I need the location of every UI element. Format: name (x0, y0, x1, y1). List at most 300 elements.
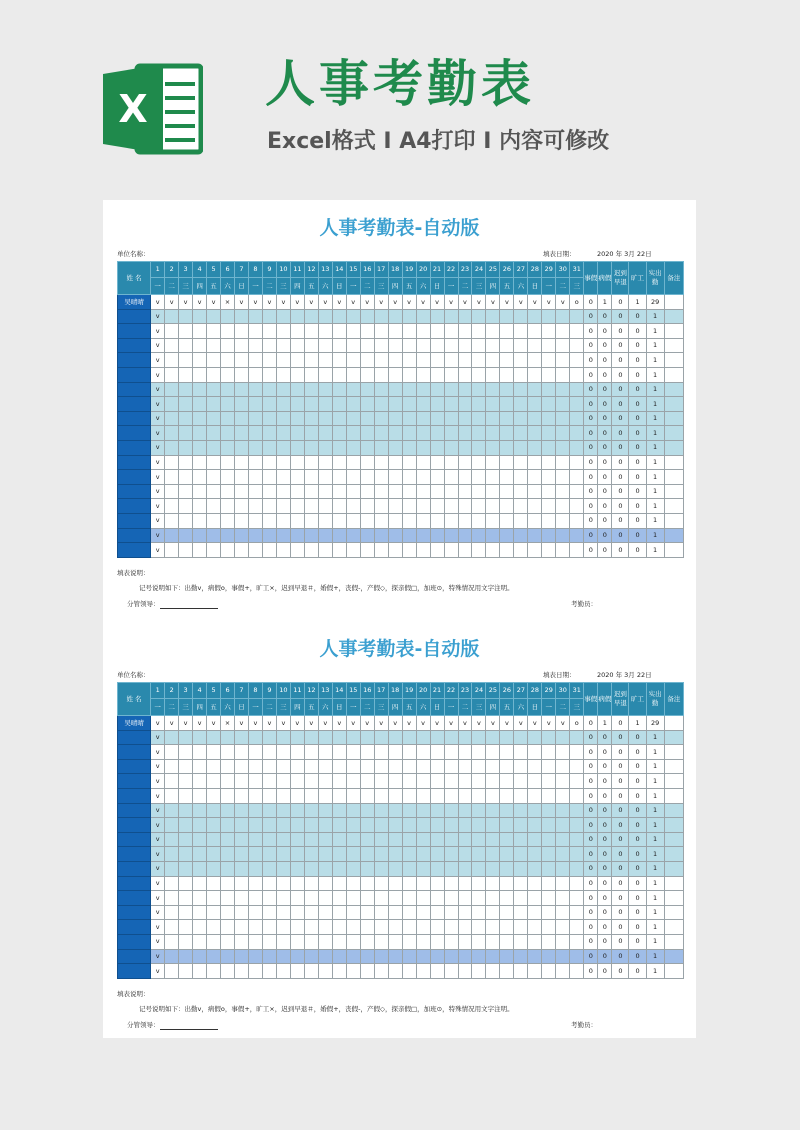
attendance-mark-cell[interactable]: v (151, 455, 165, 470)
attendance-mark-cell[interactable] (444, 397, 458, 412)
attendance-mark-cell[interactable] (514, 367, 528, 382)
attendance-mark-cell[interactable] (500, 818, 514, 833)
employee-name-cell[interactable] (118, 528, 151, 543)
attendance-mark-cell[interactable] (346, 324, 360, 339)
attendance-mark-cell[interactable] (235, 513, 249, 528)
attendance-mark-cell[interactable] (165, 964, 179, 979)
attendance-mark-cell[interactable] (207, 543, 221, 558)
attendance-mark-cell[interactable] (221, 397, 235, 412)
attendance-mark-cell[interactable] (570, 455, 584, 470)
attendance-mark-cell[interactable] (458, 513, 472, 528)
attendance-mark-cell[interactable] (290, 397, 304, 412)
employee-name-cell[interactable] (118, 818, 151, 833)
attendance-mark-cell[interactable] (430, 847, 444, 862)
attendance-mark-cell[interactable] (332, 964, 346, 979)
attendance-mark-cell[interactable] (556, 788, 570, 803)
attendance-mark-cell[interactable] (388, 803, 402, 818)
employee-name-cell[interactable] (118, 543, 151, 558)
attendance-mark-cell[interactable] (402, 324, 416, 339)
attendance-mark-cell[interactable] (542, 891, 556, 906)
attendance-mark-cell[interactable]: v (248, 716, 262, 731)
attendance-mark-cell[interactable] (360, 759, 374, 774)
attendance-mark-cell[interactable] (500, 905, 514, 920)
employee-name-cell[interactable] (118, 920, 151, 935)
employee-name-cell[interactable] (118, 891, 151, 906)
attendance-mark-cell[interactable] (430, 309, 444, 324)
attendance-mark-cell[interactable]: v (276, 295, 290, 310)
attendance-mark-cell[interactable] (221, 411, 235, 426)
attendance-mark-cell[interactable] (500, 861, 514, 876)
attendance-mark-cell[interactable] (430, 818, 444, 833)
attendance-mark-cell[interactable] (262, 876, 276, 891)
employee-name-cell[interactable] (118, 730, 151, 745)
attendance-mark-cell[interactable] (528, 861, 542, 876)
attendance-mark-cell[interactable] (500, 513, 514, 528)
attendance-mark-cell[interactable] (179, 861, 193, 876)
attendance-mark-cell[interactable]: v (151, 774, 165, 789)
attendance-mark-cell[interactable] (472, 803, 486, 818)
attendance-mark-cell[interactable] (290, 353, 304, 368)
attendance-mark-cell[interactable] (235, 484, 249, 499)
attendance-mark-cell[interactable] (472, 920, 486, 935)
attendance-mark-cell[interactable] (416, 353, 430, 368)
attendance-mark-cell[interactable] (500, 745, 514, 760)
employee-name-cell[interactable] (118, 324, 151, 339)
attendance-mark-cell[interactable] (444, 861, 458, 876)
attendance-mark-cell[interactable] (346, 382, 360, 397)
attendance-mark-cell[interactable] (486, 920, 500, 935)
attendance-mark-cell[interactable] (276, 367, 290, 382)
attendance-mark-cell[interactable] (402, 338, 416, 353)
attendance-mark-cell[interactable]: v (332, 716, 346, 731)
attendance-mark-cell[interactable] (458, 774, 472, 789)
attendance-mark-cell[interactable]: v (151, 832, 165, 847)
attendance-mark-cell[interactable] (514, 353, 528, 368)
attendance-mark-cell[interactable] (207, 847, 221, 862)
attendance-mark-cell[interactable] (514, 528, 528, 543)
attendance-mark-cell[interactable] (472, 543, 486, 558)
attendance-mark-cell[interactable] (458, 803, 472, 818)
attendance-mark-cell[interactable] (444, 426, 458, 441)
attendance-mark-cell[interactable] (416, 513, 430, 528)
attendance-mark-cell[interactable] (458, 861, 472, 876)
attendance-mark-cell[interactable] (207, 426, 221, 441)
attendance-mark-cell[interactable] (276, 484, 290, 499)
attendance-mark-cell[interactable] (346, 440, 360, 455)
attendance-mark-cell[interactable] (290, 832, 304, 847)
attendance-mark-cell[interactable] (318, 470, 332, 485)
attendance-mark-cell[interactable] (346, 964, 360, 979)
attendance-mark-cell[interactable]: v (151, 295, 165, 310)
attendance-mark-cell[interactable] (304, 455, 318, 470)
attendance-mark-cell[interactable] (542, 309, 556, 324)
attendance-mark-cell[interactable] (179, 964, 193, 979)
attendance-mark-cell[interactable] (248, 788, 262, 803)
employee-name-cell[interactable]: 吴晴晴 (118, 295, 151, 310)
attendance-mark-cell[interactable] (179, 788, 193, 803)
attendance-mark-cell[interactable] (444, 818, 458, 833)
attendance-mark-cell[interactable]: o (570, 716, 584, 731)
attendance-mark-cell[interactable]: v (151, 759, 165, 774)
attendance-mark-cell[interactable] (290, 745, 304, 760)
attendance-mark-cell[interactable] (318, 905, 332, 920)
attendance-mark-cell[interactable] (346, 499, 360, 514)
employee-name-cell[interactable] (118, 353, 151, 368)
attendance-mark-cell[interactable] (262, 934, 276, 949)
attendance-mark-cell[interactable]: v (151, 745, 165, 760)
attendance-mark-cell[interactable] (556, 905, 570, 920)
attendance-mark-cell[interactable] (346, 745, 360, 760)
attendance-mark-cell[interactable] (542, 455, 556, 470)
attendance-mark-cell[interactable] (542, 934, 556, 949)
attendance-mark-cell[interactable] (430, 861, 444, 876)
attendance-mark-cell[interactable] (388, 426, 402, 441)
attendance-mark-cell[interactable] (528, 891, 542, 906)
attendance-mark-cell[interactable] (360, 847, 374, 862)
attendance-mark-cell[interactable]: v (151, 949, 165, 964)
attendance-mark-cell[interactable] (430, 455, 444, 470)
attendance-mark-cell[interactable] (165, 397, 179, 412)
attendance-mark-cell[interactable] (332, 397, 346, 412)
attendance-mark-cell[interactable] (207, 891, 221, 906)
attendance-mark-cell[interactable] (374, 324, 388, 339)
attendance-mark-cell[interactable] (221, 876, 235, 891)
attendance-mark-cell[interactable] (318, 861, 332, 876)
attendance-mark-cell[interactable] (486, 309, 500, 324)
attendance-mark-cell[interactable] (388, 774, 402, 789)
attendance-mark-cell[interactable] (221, 528, 235, 543)
attendance-mark-cell[interactable] (486, 426, 500, 441)
attendance-mark-cell[interactable]: v (556, 716, 570, 731)
attendance-mark-cell[interactable] (528, 528, 542, 543)
attendance-mark-cell[interactable] (290, 338, 304, 353)
attendance-mark-cell[interactable] (402, 484, 416, 499)
attendance-mark-cell[interactable] (416, 470, 430, 485)
attendance-mark-cell[interactable] (458, 499, 472, 514)
attendance-mark-cell[interactable] (556, 426, 570, 441)
attendance-mark-cell[interactable]: v (207, 716, 221, 731)
attendance-mark-cell[interactable] (262, 382, 276, 397)
attendance-mark-cell[interactable] (262, 367, 276, 382)
attendance-mark-cell[interactable] (276, 920, 290, 935)
attendance-mark-cell[interactable] (332, 382, 346, 397)
attendance-mark-cell[interactable] (514, 745, 528, 760)
attendance-mark-cell[interactable] (458, 455, 472, 470)
attendance-mark-cell[interactable] (207, 499, 221, 514)
attendance-mark-cell[interactable] (430, 730, 444, 745)
attendance-mark-cell[interactable] (486, 382, 500, 397)
attendance-mark-cell[interactable] (207, 876, 221, 891)
attendance-mark-cell[interactable] (514, 440, 528, 455)
attendance-mark-cell[interactable] (444, 338, 458, 353)
attendance-mark-cell[interactable] (402, 891, 416, 906)
attendance-mark-cell[interactable] (416, 745, 430, 760)
attendance-mark-cell[interactable] (235, 470, 249, 485)
attendance-mark-cell[interactable] (235, 832, 249, 847)
attendance-mark-cell[interactable]: v (528, 716, 542, 731)
attendance-mark-cell[interactable] (304, 964, 318, 979)
attendance-mark-cell[interactable] (556, 934, 570, 949)
attendance-mark-cell[interactable] (332, 861, 346, 876)
attendance-mark-cell[interactable] (248, 774, 262, 789)
attendance-mark-cell[interactable] (276, 861, 290, 876)
attendance-mark-cell[interactable] (374, 411, 388, 426)
attendance-mark-cell[interactable]: v (514, 716, 528, 731)
attendance-mark-cell[interactable] (528, 440, 542, 455)
attendance-mark-cell[interactable] (486, 759, 500, 774)
attendance-mark-cell[interactable] (318, 426, 332, 441)
attendance-mark-cell[interactable] (402, 964, 416, 979)
attendance-mark-cell[interactable]: v (500, 295, 514, 310)
attendance-mark-cell[interactable] (388, 455, 402, 470)
attendance-mark-cell[interactable] (472, 847, 486, 862)
attendance-mark-cell[interactable] (193, 847, 207, 862)
attendance-mark-cell[interactable] (165, 470, 179, 485)
attendance-mark-cell[interactable] (416, 949, 430, 964)
attendance-mark-cell[interactable] (360, 309, 374, 324)
attendance-mark-cell[interactable] (165, 411, 179, 426)
attendance-mark-cell[interactable] (500, 832, 514, 847)
attendance-mark-cell[interactable] (332, 367, 346, 382)
attendance-mark-cell[interactable] (221, 934, 235, 949)
attendance-mark-cell[interactable] (416, 455, 430, 470)
attendance-mark-cell[interactable] (332, 832, 346, 847)
attendance-mark-cell[interactable] (318, 964, 332, 979)
attendance-mark-cell[interactable] (360, 382, 374, 397)
attendance-mark-cell[interactable] (304, 891, 318, 906)
attendance-mark-cell[interactable] (179, 528, 193, 543)
attendance-mark-cell[interactable] (374, 397, 388, 412)
attendance-mark-cell[interactable] (248, 528, 262, 543)
attendance-mark-cell[interactable] (528, 847, 542, 862)
attendance-mark-cell[interactable] (193, 455, 207, 470)
attendance-mark-cell[interactable] (276, 876, 290, 891)
attendance-mark-cell[interactable]: v (165, 295, 179, 310)
attendance-mark-cell[interactable]: v (458, 295, 472, 310)
attendance-mark-cell[interactable] (514, 949, 528, 964)
attendance-mark-cell[interactable] (528, 803, 542, 818)
attendance-mark-cell[interactable] (472, 730, 486, 745)
attendance-mark-cell[interactable] (262, 949, 276, 964)
attendance-mark-cell[interactable]: v (374, 295, 388, 310)
attendance-mark-cell[interactable] (570, 367, 584, 382)
attendance-mark-cell[interactable]: v (416, 295, 430, 310)
attendance-mark-cell[interactable] (193, 964, 207, 979)
attendance-mark-cell[interactable] (165, 774, 179, 789)
attendance-mark-cell[interactable] (444, 411, 458, 426)
attendance-mark-cell[interactable] (556, 759, 570, 774)
attendance-mark-cell[interactable] (332, 745, 346, 760)
attendance-mark-cell[interactable] (193, 513, 207, 528)
attendance-mark-cell[interactable] (360, 934, 374, 949)
attendance-mark-cell[interactable] (193, 832, 207, 847)
attendance-mark-cell[interactable] (346, 309, 360, 324)
attendance-mark-cell[interactable] (486, 847, 500, 862)
attendance-mark-cell[interactable] (542, 847, 556, 862)
attendance-mark-cell[interactable] (304, 353, 318, 368)
attendance-mark-cell[interactable] (276, 397, 290, 412)
attendance-mark-cell[interactable] (262, 891, 276, 906)
attendance-mark-cell[interactable] (262, 440, 276, 455)
attendance-mark-cell[interactable] (472, 484, 486, 499)
attendance-mark-cell[interactable] (388, 934, 402, 949)
attendance-mark-cell[interactable] (346, 730, 360, 745)
attendance-mark-cell[interactable] (444, 730, 458, 745)
attendance-mark-cell[interactable] (179, 745, 193, 760)
attendance-mark-cell[interactable] (472, 309, 486, 324)
attendance-mark-cell[interactable]: v (151, 730, 165, 745)
attendance-mark-cell[interactable] (514, 338, 528, 353)
attendance-mark-cell[interactable]: v (151, 426, 165, 441)
attendance-mark-cell[interactable] (318, 513, 332, 528)
attendance-mark-cell[interactable] (458, 309, 472, 324)
attendance-mark-cell[interactable] (388, 484, 402, 499)
attendance-mark-cell[interactable] (360, 730, 374, 745)
attendance-mark-cell[interactable] (221, 788, 235, 803)
attendance-mark-cell[interactable]: v (430, 295, 444, 310)
attendance-mark-cell[interactable] (542, 499, 556, 514)
attendance-mark-cell[interactable] (486, 324, 500, 339)
attendance-mark-cell[interactable] (165, 440, 179, 455)
attendance-mark-cell[interactable] (402, 411, 416, 426)
attendance-mark-cell[interactable] (570, 803, 584, 818)
attendance-mark-cell[interactable] (556, 861, 570, 876)
attendance-mark-cell[interactable] (332, 949, 346, 964)
attendance-mark-cell[interactable] (374, 818, 388, 833)
attendance-mark-cell[interactable] (570, 426, 584, 441)
attendance-mark-cell[interactable] (318, 949, 332, 964)
attendance-mark-cell[interactable] (556, 499, 570, 514)
attendance-mark-cell[interactable] (514, 730, 528, 745)
attendance-mark-cell[interactable] (528, 949, 542, 964)
attendance-mark-cell[interactable]: v (542, 716, 556, 731)
attendance-mark-cell[interactable] (374, 876, 388, 891)
attendance-mark-cell[interactable] (402, 745, 416, 760)
attendance-mark-cell[interactable] (304, 934, 318, 949)
attendance-mark-cell[interactable] (444, 440, 458, 455)
attendance-mark-cell[interactable] (430, 470, 444, 485)
attendance-mark-cell[interactable] (248, 832, 262, 847)
attendance-mark-cell[interactable] (430, 324, 444, 339)
attendance-mark-cell[interactable] (500, 455, 514, 470)
attendance-mark-cell[interactable] (262, 397, 276, 412)
attendance-mark-cell[interactable] (500, 367, 514, 382)
attendance-mark-cell[interactable] (332, 920, 346, 935)
attendance-mark-cell[interactable] (570, 964, 584, 979)
attendance-mark-cell[interactable] (374, 309, 388, 324)
attendance-mark-cell[interactable] (528, 324, 542, 339)
attendance-mark-cell[interactable] (262, 803, 276, 818)
attendance-mark-cell[interactable] (444, 759, 458, 774)
employee-name-cell[interactable] (118, 411, 151, 426)
attendance-mark-cell[interactable]: v (151, 891, 165, 906)
employee-name-cell[interactable] (118, 338, 151, 353)
attendance-mark-cell[interactable] (556, 324, 570, 339)
attendance-mark-cell[interactable] (165, 513, 179, 528)
attendance-mark-cell[interactable] (500, 964, 514, 979)
attendance-mark-cell[interactable] (528, 730, 542, 745)
attendance-mark-cell[interactable] (248, 543, 262, 558)
attendance-mark-cell[interactable] (290, 920, 304, 935)
attendance-mark-cell[interactable] (276, 528, 290, 543)
attendance-mark-cell[interactable] (388, 905, 402, 920)
attendance-mark-cell[interactable]: v (151, 309, 165, 324)
attendance-mark-cell[interactable] (542, 353, 556, 368)
attendance-mark-cell[interactable] (221, 964, 235, 979)
attendance-mark-cell[interactable] (221, 759, 235, 774)
attendance-mark-cell[interactable] (458, 759, 472, 774)
attendance-mark-cell[interactable] (193, 730, 207, 745)
attendance-mark-cell[interactable] (318, 730, 332, 745)
attendance-mark-cell[interactable]: v (318, 295, 332, 310)
attendance-mark-cell[interactable] (500, 484, 514, 499)
attendance-mark-cell[interactable] (235, 934, 249, 949)
fill-date-value[interactable]: 2020 年 3月 22日 (597, 250, 652, 258)
attendance-mark-cell[interactable] (458, 324, 472, 339)
attendance-mark-cell[interactable]: v (318, 716, 332, 731)
attendance-mark-cell[interactable] (207, 818, 221, 833)
attendance-mark-cell[interactable] (458, 891, 472, 906)
attendance-mark-cell[interactable] (402, 499, 416, 514)
attendance-mark-cell[interactable] (346, 774, 360, 789)
attendance-mark-cell[interactable] (332, 934, 346, 949)
attendance-mark-cell[interactable] (514, 397, 528, 412)
attendance-mark-cell[interactable] (221, 891, 235, 906)
attendance-mark-cell[interactable] (221, 338, 235, 353)
attendance-mark-cell[interactable] (570, 774, 584, 789)
attendance-mark-cell[interactable]: v (444, 716, 458, 731)
attendance-mark-cell[interactable] (570, 730, 584, 745)
attendance-mark-cell[interactable] (179, 382, 193, 397)
attendance-mark-cell[interactable] (388, 543, 402, 558)
attendance-mark-cell[interactable] (248, 861, 262, 876)
attendance-mark-cell[interactable] (514, 905, 528, 920)
attendance-mark-cell[interactable] (458, 934, 472, 949)
attendance-mark-cell[interactable] (388, 788, 402, 803)
attendance-mark-cell[interactable] (416, 876, 430, 891)
attendance-mark-cell[interactable] (165, 847, 179, 862)
attendance-mark-cell[interactable] (360, 949, 374, 964)
attendance-mark-cell[interactable] (388, 338, 402, 353)
attendance-mark-cell[interactable] (193, 470, 207, 485)
attendance-mark-cell[interactable] (458, 440, 472, 455)
attendance-mark-cell[interactable] (304, 382, 318, 397)
attendance-mark-cell[interactable] (374, 455, 388, 470)
attendance-mark-cell[interactable] (290, 470, 304, 485)
employee-name-cell[interactable] (118, 440, 151, 455)
attendance-mark-cell[interactable] (360, 832, 374, 847)
attendance-mark-cell[interactable] (556, 455, 570, 470)
attendance-mark-cell[interactable] (248, 513, 262, 528)
attendance-mark-cell[interactable] (374, 920, 388, 935)
attendance-mark-cell[interactable] (528, 774, 542, 789)
attendance-mark-cell[interactable] (165, 353, 179, 368)
attendance-mark-cell[interactable] (262, 788, 276, 803)
attendance-mark-cell[interactable] (402, 832, 416, 847)
attendance-mark-cell[interactable] (346, 543, 360, 558)
attendance-mark-cell[interactable] (193, 920, 207, 935)
attendance-mark-cell[interactable] (444, 543, 458, 558)
attendance-mark-cell[interactable] (542, 745, 556, 760)
attendance-mark-cell[interactable] (221, 426, 235, 441)
attendance-mark-cell[interactable] (193, 788, 207, 803)
attendance-mark-cell[interactable] (388, 440, 402, 455)
attendance-mark-cell[interactable] (304, 861, 318, 876)
attendance-mark-cell[interactable] (570, 470, 584, 485)
attendance-mark-cell[interactable] (165, 426, 179, 441)
attendance-mark-cell[interactable] (276, 847, 290, 862)
attendance-mark-cell[interactable] (528, 876, 542, 891)
